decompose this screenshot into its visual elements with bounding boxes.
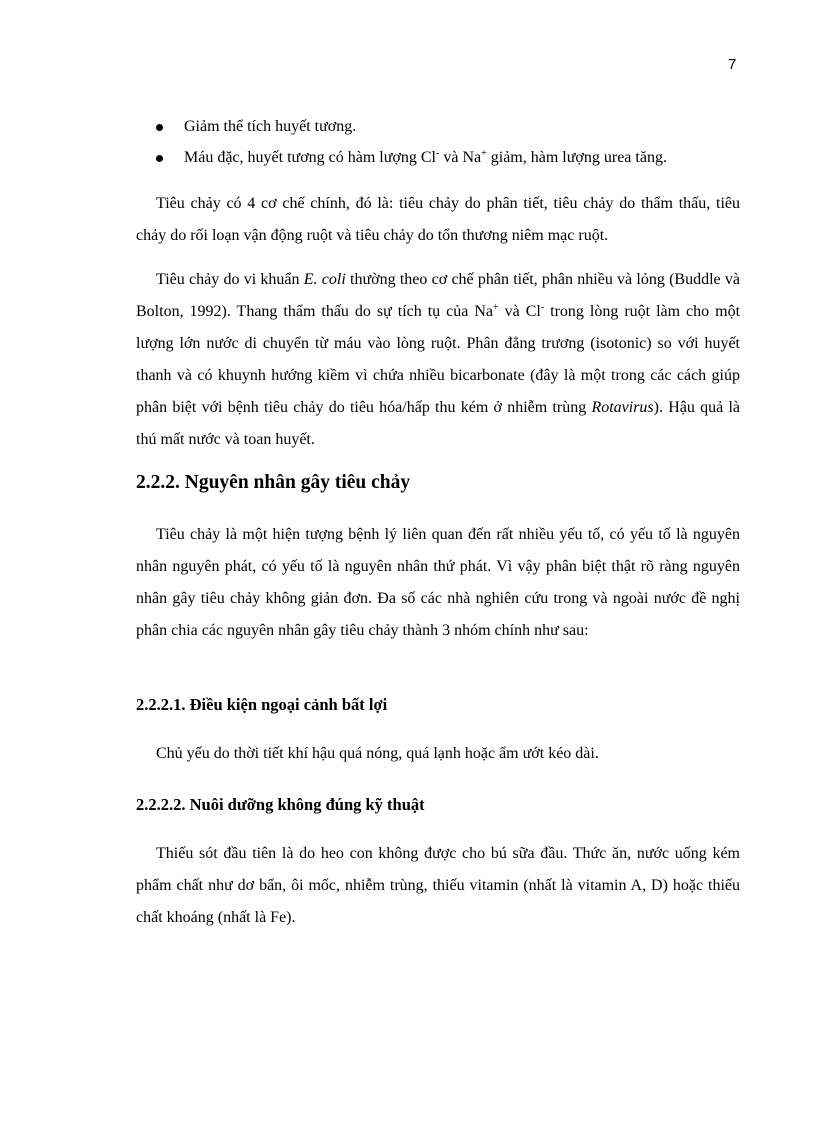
- paragraph-mechanisms: Tiêu chảy có 4 cơ chế chính, đó là: tiêu chảy do phân tiết, tiêu chảy do thẩm thấu, tiêu chảy do rối loạn vận động ruột và tiêu chảy do tổn thương niêm mạc ruột.: [136, 195, 740, 244]
- section-heading: 2.2.2. Nguyên nhân gây tiêu chảy: [136, 472, 411, 493]
- bullet-text: Máu đặc, huyết tương có hàm lượng Cl- và Na+ giảm, hàm lượng urea tăng.: [184, 148, 667, 166]
- bullet-text: Giảm thể tích huyết tương.: [184, 118, 357, 135]
- page-number: 7: [728, 56, 737, 73]
- subsection-heading: 2.2.2.2. Nuôi dưỡng không đúng kỹ thuật: [136, 795, 425, 814]
- subsection-heading: 2.2.2.1. Điều kiện ngoại cảnh bất lợi: [136, 695, 388, 714]
- paragraph-causes: Tiêu chảy là một hiện tượng bệnh lý liên quan đến rất nhiều yếu tố, có yếu tố là nguyên nhân nguyên phát, có yếu tố là nguyên nhân thứ phát. Vì vậy phân biệt thật rõ ràng nguyên nhân gây tiêu chảy không giản đơn. Đa số các nhà nghiên cứu trong và ngoài nước đề nghị phân chia các nguyên nhân gây tiêu chảy thành 3 nhóm chính như sau:: [136, 526, 740, 639]
- paragraph-environment: Chủ yếu do thời tiết khí hậu quá nóng, quá lạnh hoặc ẩm ướt kéo dài.: [156, 745, 599, 762]
- bullet-dot-icon: [156, 124, 163, 131]
- paragraph-ecoli: Tiêu chảy do vi khuẩn E. coli thường theo cơ chế phân tiết, phân nhiều và lỏng (Buddle và Bolton, 1992). Thang thẩm thấu do sự tích tụ của Na+ và Cl- trong lòng ruột làm cho một lượng lớn nước di chuyển từ máu vào lòng ruột. Phân đẳng trương (isotonic) so với huyết thanh và có khuynh hướng kiềm vì chứa nhiều bicarbonate (đây là một trong các cách giúp phân biệt với bệnh tiêu chảy do tiêu hóa/hấp thu kém ở nhiễm trùng Rotavirus). Hậu quả là thú mất nước và toan huyết.: [136, 271, 741, 448]
- paragraph-nutrition: Thiếu sót đầu tiên là do heo con không được cho bú sữa đầu. Thức ăn, nước uống kém phẩm chất như dơ bẩn, ôi mốc, nhiễm trùng, thiếu vitamin (nhất là vitamin A, D) hoặc thiếu chất khoáng (nhất là Fe).: [136, 845, 740, 926]
- bullet-dot-icon: [156, 155, 163, 162]
